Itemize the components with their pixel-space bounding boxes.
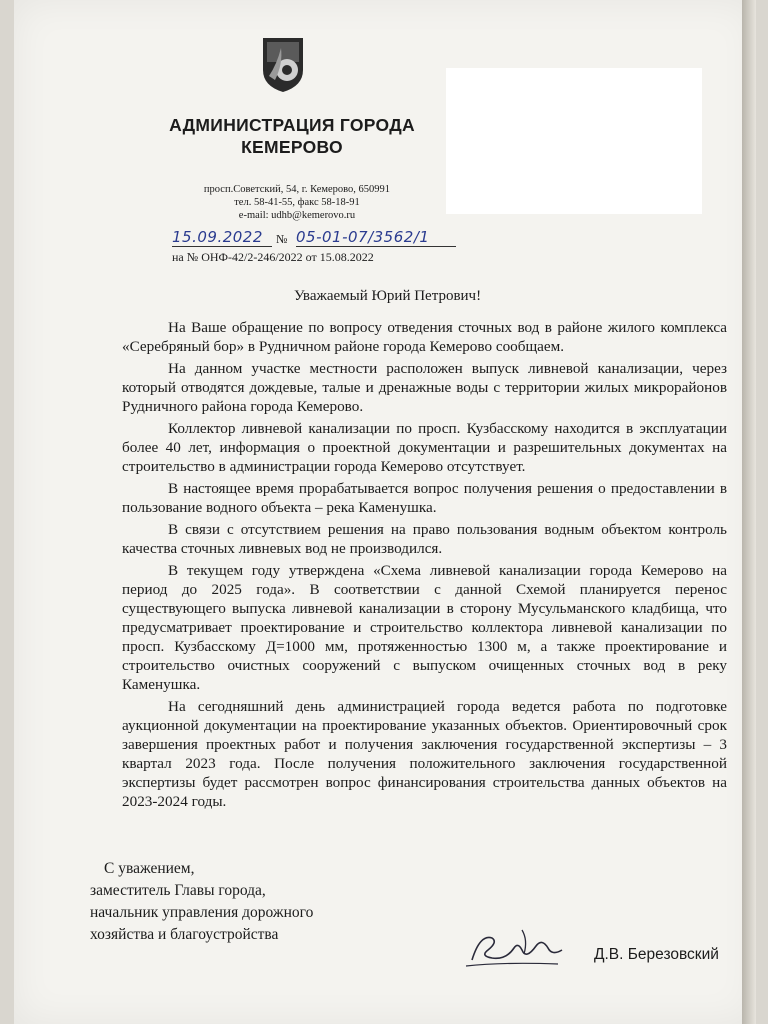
closing-line: начальник управления дорожного	[90, 904, 314, 921]
registration-date: 15.09.2022	[172, 228, 272, 247]
reference-line: на № ОНФ-42/2-246/2022 от 15.08.2022	[172, 250, 374, 264]
letter-sheet	[14, 0, 756, 1024]
redacted-addressee-block	[446, 68, 702, 214]
organization-name	[162, 114, 422, 158]
paragraph: На сегодняшний день администрацией города ведется работа по подготовке аукционной документации на проектирование указанных объектов. Ориентировочный срок завершения проектных работ и получения заключения государственной экспертизы – 3 квартал 2023 года. После получения положительного заключения государственной экспертизы будет рассмотрен вопрос финансирования строительства данных объектов на 2023-2024 годы.	[122, 698, 727, 810]
phone: тел. 58-41-55, факс 58-18-91	[234, 197, 360, 208]
org-name-line2: КЕМЕРОВО	[241, 137, 343, 157]
registration-number: 05-01-07/3562/1	[296, 228, 456, 247]
paragraph: В связи с отсутствием решения на право пользования водным объектом контроль качества сточных ливневых вод не производился.	[122, 521, 727, 557]
paragraph: На Ваше обращение по вопросу отведения сточных вод в районе жилого комплекса «Серебряный бор» в Рудничном районе города Кемерово сообщаем.	[122, 319, 727, 355]
address: просп.Советский, 54, г. Кемерово, 650991	[203, 184, 391, 195]
signer-name: Д.В. Березовский	[594, 946, 719, 963]
city-coat-of-arms-icon	[261, 36, 305, 94]
letter-body	[122, 318, 727, 814]
paragraph: На данном участке местности расположен выпуск ливневой канализации, через который отводятся дождевые, талые и дренажные воды с территории жилых микрорайонов Рудничного района города Кемерово.	[122, 360, 727, 415]
closing-line: С уважением,	[104, 860, 195, 877]
closing-block	[90, 858, 410, 946]
page-edge-shadow	[742, 0, 756, 1024]
handwritten-signature-icon	[462, 920, 572, 976]
contact-block	[177, 183, 417, 222]
paragraph: Коллектор ливневой канализации по просп. Кузбасскому находится в эксплуатации более 40 лет, информация о проектной документации и разрешительных документах на строительство в администрации города Кемерово отсутствует.	[122, 420, 727, 475]
greeting: Уважаемый Юрий Петрович!	[294, 288, 482, 304]
number-label: №	[276, 232, 288, 246]
org-name-line1: АДМИНИСТРАЦИЯ ГОРОДА	[169, 115, 415, 135]
closing-line: хозяйства и благоустройства	[90, 926, 279, 943]
email: e-mail: udhb@kemerovo.ru	[238, 210, 356, 221]
paragraph: В настоящее время прорабатывается вопрос получения решения о предоставлении в пользование водного объекта – река Каменушка.	[122, 480, 727, 516]
closing-line: заместитель Главы города,	[90, 882, 266, 899]
paragraph: В текущем году утверждена «Схема ливневой канализации города Кемерово на период до 2025 года». В соответствии с данной Схемой планируется перенос существующего выпуска ливневой канализации в сторону Мусульманского кладбища, что предусматривает проектирование и строительство коллектора ливневой канализации по просп. Кузбасскому Д=1000 мм, протяженностью 1300 м, а также проектирование и строительство очистных сооружений с выпуском очищенных сточных вод в реку Каменушка.	[122, 562, 727, 693]
